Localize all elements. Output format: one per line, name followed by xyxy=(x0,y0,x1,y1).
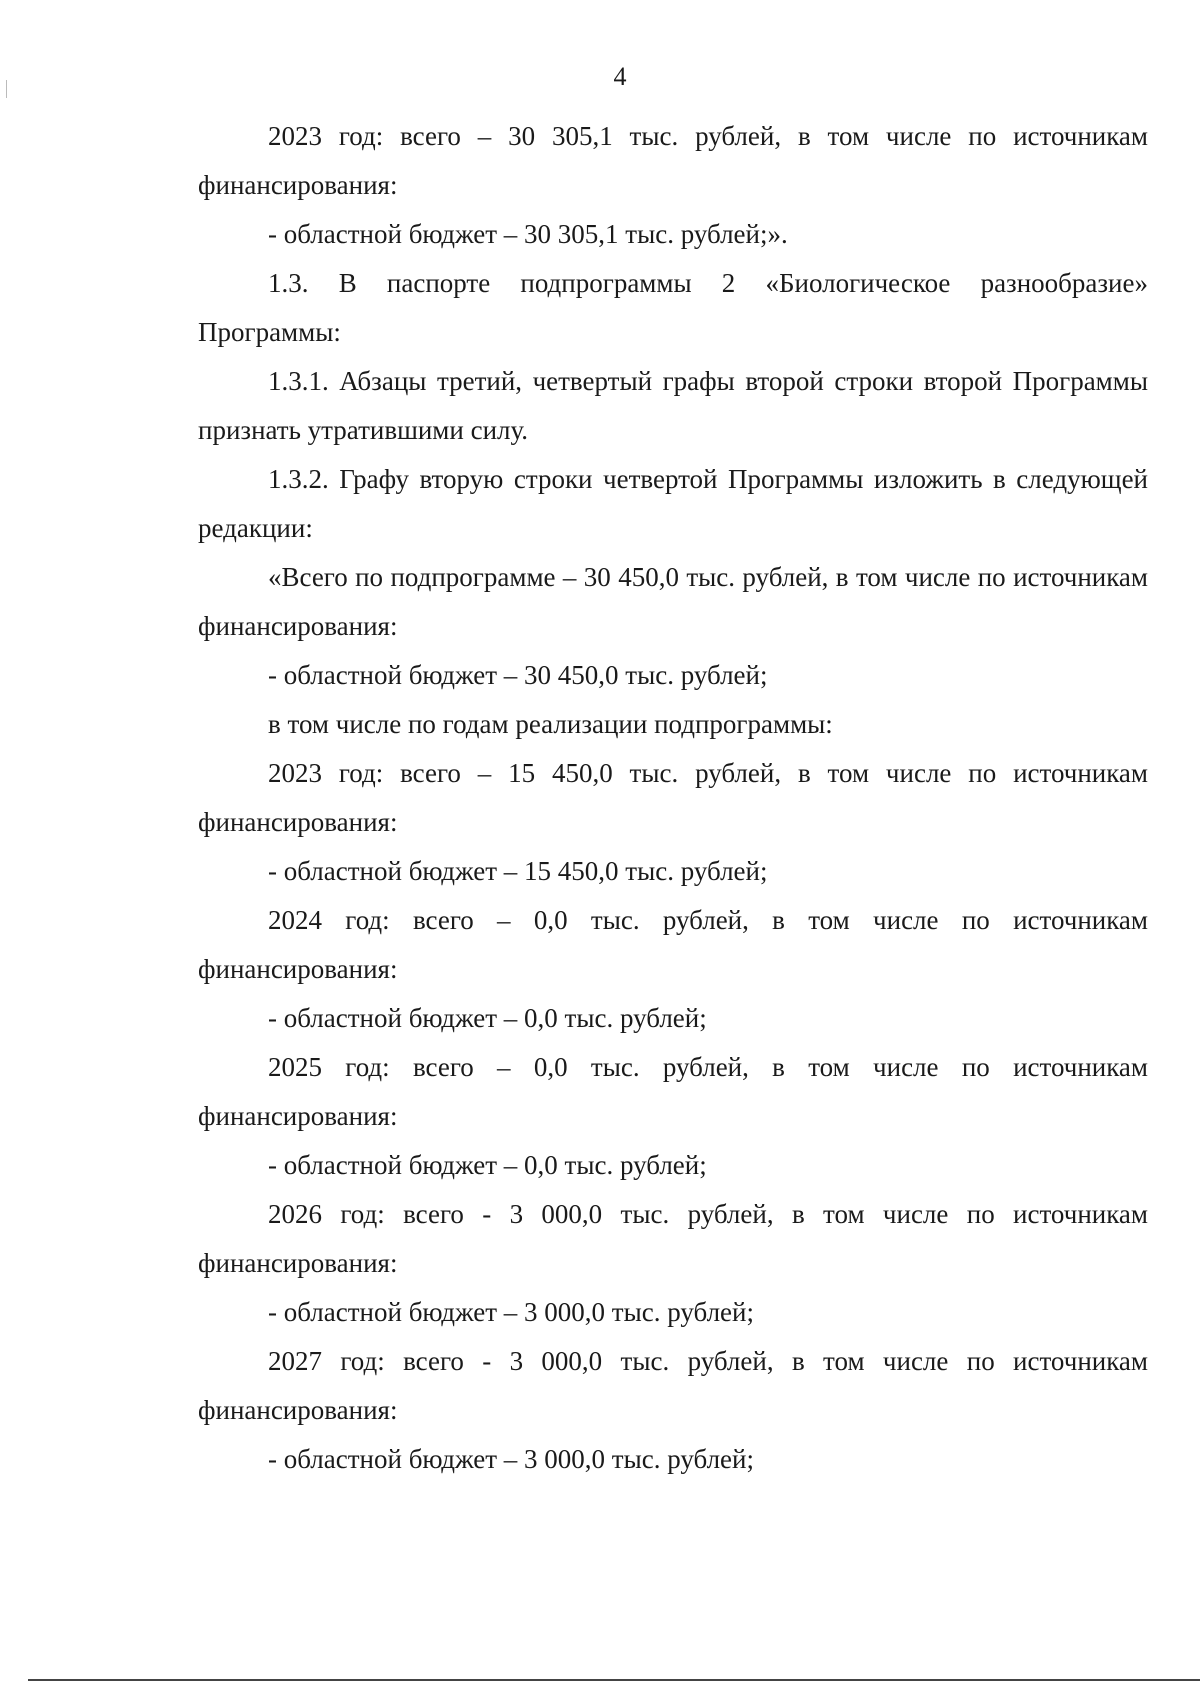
paragraph: 2027 год: всего - 3 000,0 тыс. рублей, в том числе по источникам финансирования: xyxy=(198,1346,1148,1425)
paragraph: - областной бюджет – 15 450,0 тыс. рублей; xyxy=(268,856,768,886)
scan-bottom-border xyxy=(28,1679,1200,1681)
paragraph: 2026 год: всего - 3 000,0 тыс. рублей, в том числе по источникам финансирования: xyxy=(198,1199,1148,1278)
paragraph: 2023 год: всего – 15 450,0 тыс. рублей, в том числе по источникам финансирования: xyxy=(198,758,1148,837)
paragraph: - областной бюджет – 3 000,0 тыс. рублей; xyxy=(268,1297,754,1327)
paragraph: 1.3. В паспорте подпрограммы 2 «Биологическое разнообразие» Программы: xyxy=(198,268,1148,347)
paragraph: 2024 год: всего – 0,0 тыс. рублей, в том числе по источникам финансирования: xyxy=(198,905,1148,984)
page-number: 4 xyxy=(613,62,627,91)
paragraph: - областной бюджет – 0,0 тыс. рублей; xyxy=(268,1003,707,1033)
document-body xyxy=(198,112,1148,1484)
paragraph: 1.3.2. Графу вторую строки четвертой Программы изложить в следующей редакции: xyxy=(198,464,1148,543)
paragraph: - областной бюджет – 30 450,0 тыс. рублей; xyxy=(268,660,768,690)
paragraph: 2023 год: всего – 30 305,1 тыс. рублей, в том числе по источникам финансирования: xyxy=(198,121,1148,200)
paragraph: - областной бюджет – 30 305,1 тыс. рублей;». xyxy=(268,219,788,249)
paragraph: в том числе по годам реализации подпрограммы: xyxy=(268,709,833,739)
paragraph: «Всего по подпрограмме – 30 450,0 тыс. рублей, в том числе по источникам финансирования: xyxy=(198,562,1148,641)
paragraph: - областной бюджет – 0,0 тыс. рублей; xyxy=(268,1150,707,1180)
paragraph: 2025 год: всего – 0,0 тыс. рублей, в том числе по источникам финансирования: xyxy=(198,1052,1148,1131)
paragraph: - областной бюджет – 3 000,0 тыс. рублей; xyxy=(268,1444,754,1474)
paragraph: 1.3.1. Абзацы третий, четвертый графы второй строки второй Программы признать утратившими силу. xyxy=(198,366,1148,445)
